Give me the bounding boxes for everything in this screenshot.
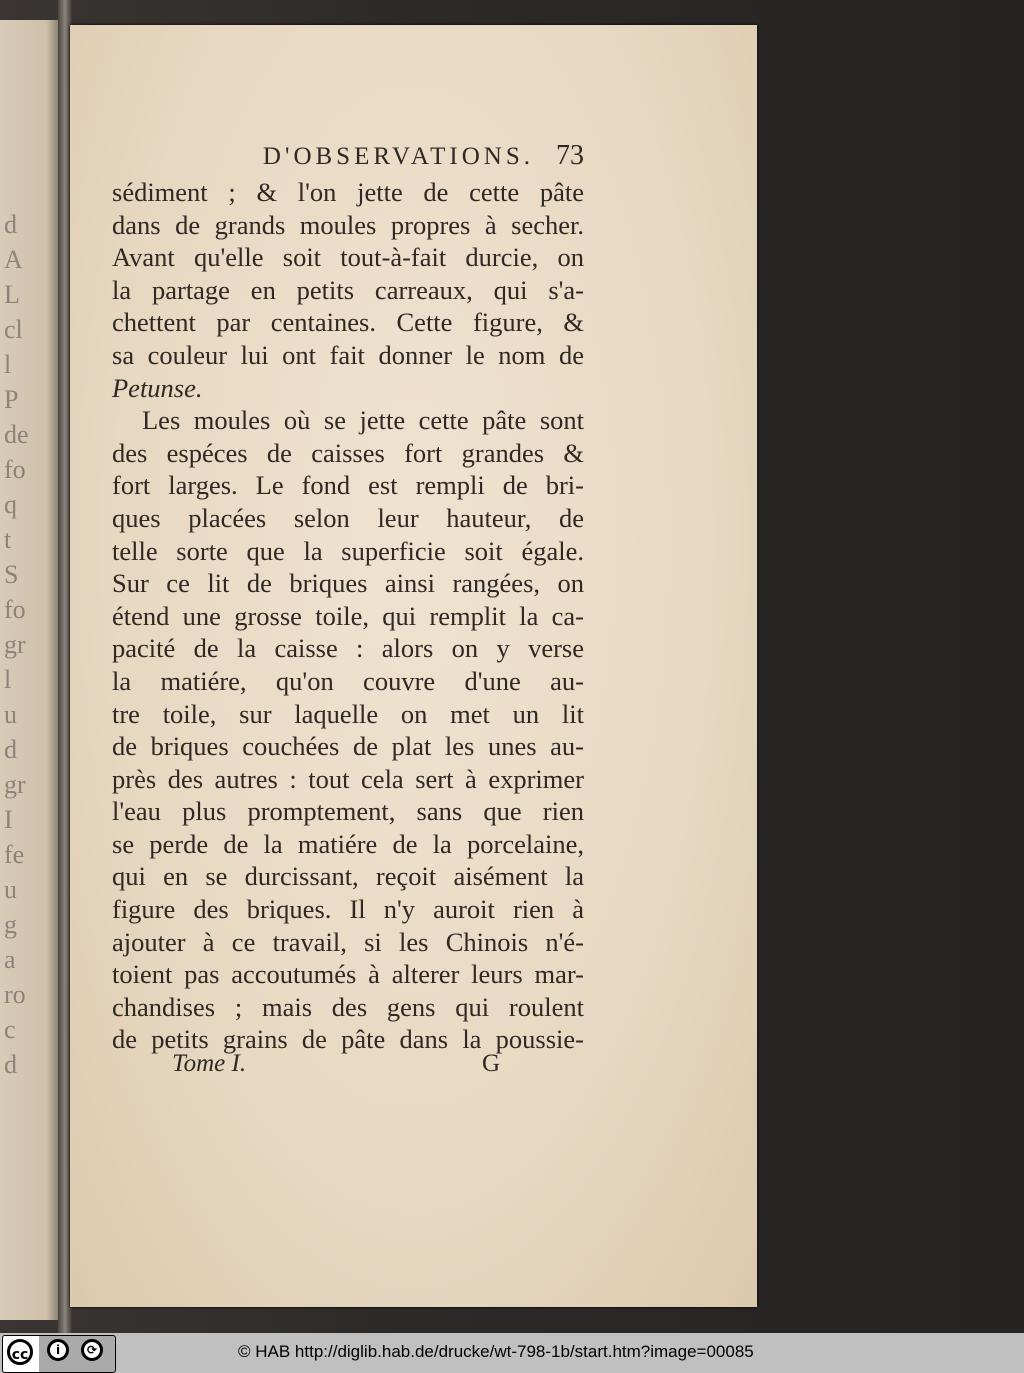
running-header xyxy=(112,140,584,176)
text-line: toient pas accoutumés à alterer leurs mar- xyxy=(112,959,584,990)
text-line: pacité de la caisse : alors on y verse xyxy=(112,633,584,664)
page-number: 73 xyxy=(556,140,584,171)
credit-bar xyxy=(0,1333,1024,1373)
running-head: D'OBSERVATIONS. xyxy=(262,143,534,170)
text-line: telle sorte que la superficie soit égale. xyxy=(112,535,584,566)
credit-link[interactable]: © HAB http://diglib.hab.de/drucke/wt-798-1b/start.htm?image=00085 xyxy=(238,1342,754,1361)
facing-page-fragment: de xyxy=(4,420,29,449)
text-line: Sur ce lit de briques ainsi rangées, on xyxy=(112,568,584,599)
facing-page-fragment: c xyxy=(4,1015,16,1044)
text-line: Avant qu'elle soit tout-à-fait durcie, on xyxy=(112,242,584,273)
text-line: près des autres : tout cela sert à exprimer xyxy=(112,763,584,794)
facing-page-edge xyxy=(0,20,58,1320)
signature-mark: G xyxy=(482,1050,501,1077)
cc-icon: cc xyxy=(7,1339,33,1365)
facing-page-fragment: a xyxy=(4,945,16,974)
text-line: sédiment ; & l'on jette de cette pâte xyxy=(112,177,584,207)
facing-page-fragment: d xyxy=(4,735,17,764)
facing-page-fragment: d xyxy=(4,210,17,239)
text-line: chettent par centaines. Cette figure, & xyxy=(112,307,584,338)
text-line: se perde de la matiére de la porcelaine, xyxy=(112,828,584,859)
facing-page-fragment: u xyxy=(4,875,17,904)
text-line: la matiére, qu'on couvre d'une au- xyxy=(112,665,584,696)
text-line: Les moules où se jette cette pâte sont xyxy=(142,405,584,436)
text-line: tre toile, sur laquelle on met un lit xyxy=(112,698,584,729)
text-line: la partage en petits carreaux, qui s'a- xyxy=(112,274,584,305)
facing-page-fragment: fo xyxy=(4,455,26,484)
text-line: qui en se durcissant, reçoit aisément la xyxy=(112,861,584,892)
facing-page-fragment: fe xyxy=(4,840,25,869)
facing-page-fragment: gr xyxy=(4,770,26,799)
facing-page-fragment: I xyxy=(4,805,13,834)
text-line: de briques couchées de plat les unes au- xyxy=(112,731,584,762)
share-alike-icon: ⟳ xyxy=(81,1339,103,1361)
text-line: dans de grands moules propres à secher. xyxy=(112,209,584,240)
text-line: de petits grains de pâte dans la poussie- xyxy=(112,1024,584,1055)
facing-page-fragment: l xyxy=(4,350,12,379)
facing-page-fragment: cl xyxy=(4,315,23,344)
text-line: étend une grosse toile, qui remplit la ca- xyxy=(112,600,584,631)
facing-page-fragment: P xyxy=(4,385,19,414)
volume-label: Tome I. xyxy=(172,1050,247,1077)
page-footer xyxy=(172,1050,522,1078)
facing-page-fragment: gr xyxy=(4,630,26,659)
text-line: Petunse. xyxy=(112,372,203,403)
body-text xyxy=(112,176,584,1056)
page-text xyxy=(112,140,584,1056)
text-line: fort larges. Le fond est rempli de bri- xyxy=(112,470,584,501)
facing-page-fragment: q xyxy=(4,490,17,519)
text-line: figure des briques. Il n'y auroit rien à xyxy=(112,894,584,925)
facing-page-fragment: u xyxy=(4,700,17,729)
facing-page-fragment: fo xyxy=(4,595,26,624)
facing-page-fragment: g xyxy=(4,910,17,939)
cc-license-badge[interactable] xyxy=(2,1335,116,1373)
facing-page-fragment: t xyxy=(4,525,12,554)
facing-page-fragment: l xyxy=(4,665,12,694)
text-line: des espéces de caisses fort grandes & xyxy=(112,437,584,468)
facing-page-fragment: S xyxy=(4,560,19,589)
text-line: ajouter à ce travail, si les Chinois n'é- xyxy=(112,926,584,957)
attribution-icon: i xyxy=(47,1339,69,1361)
facing-page-fragment: A xyxy=(4,245,23,274)
text-line: l'eau plus promptement, sans que rien xyxy=(112,796,584,827)
facing-page-fragment: ro xyxy=(4,980,26,1009)
text-line: sa couleur lui ont fait donner le nom de xyxy=(112,339,584,370)
text-line: ques placées selon leur hauteur, de xyxy=(112,502,584,533)
text-line: chandises ; mais des gens qui roulent xyxy=(112,991,584,1022)
facing-page-fragment: L xyxy=(4,280,20,309)
facing-page-fragment: d xyxy=(4,1050,17,1079)
